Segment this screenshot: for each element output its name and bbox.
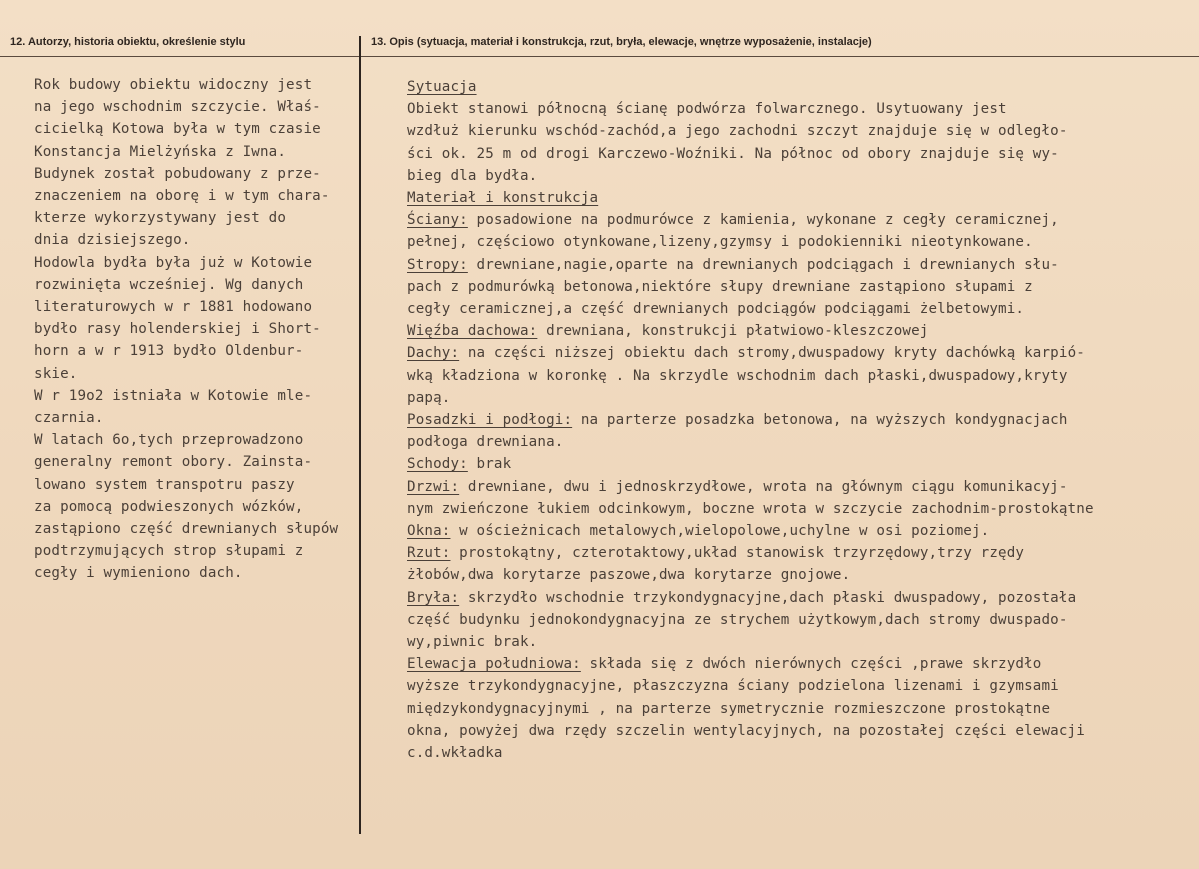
description-text: okna, powyżej dwa rzędy szczelin wentylacyjnych, na pozostałej części elewacji bbox=[407, 722, 1085, 739]
description-text: drewniane, dwu i jednoskrzydłowe, wrota na głównym ciągu komunikacyj- bbox=[459, 478, 1068, 495]
history-line: cegły i wymieniono dach. bbox=[34, 565, 243, 582]
history-line: Rok budowy obiektu widoczny jest bbox=[34, 77, 313, 93]
description-line bbox=[407, 564, 1199, 586]
description-text: pach z podmurówką betonowa,niektóre słupy drewniane zastąpiono słupami z bbox=[407, 278, 1033, 295]
section-heading: Materiał i konstrukcja bbox=[407, 190, 599, 207]
section-heading: Stropy: bbox=[407, 256, 468, 273]
description-line bbox=[407, 320, 1199, 342]
history-line: znaczeniem na oborę i w tym chara- bbox=[34, 188, 330, 205]
section-heading: Okna: bbox=[407, 523, 451, 540]
description-line bbox=[407, 720, 1199, 742]
description-line bbox=[407, 76, 1199, 98]
description-text: podłoga drewniana. bbox=[407, 434, 564, 451]
description-line bbox=[407, 520, 1199, 542]
description-text: drewniana, konstrukcji płatwiowo-kleszczowej bbox=[537, 323, 929, 340]
section-13-header: 13. Opis (sytuacja, materiał i konstrukcja, rzut, bryła, elewacje, wnętrze wyposażenie, instalacje) bbox=[371, 36, 872, 48]
section-heading: Dachy: bbox=[407, 345, 460, 362]
description-text: międzykondygnacyjnymi , na parterze symetrycznie rozmieszczone prostokątne bbox=[407, 700, 1051, 717]
history-line: kterze wykorzystywany jest do bbox=[34, 210, 287, 227]
section-heading: Drzwi: bbox=[407, 478, 460, 495]
section-heading: Bryła: bbox=[407, 589, 460, 606]
description-line bbox=[407, 298, 1199, 320]
description-text: na części niższej obiektu dach stromy,dwuspadowy kryty dachówką karpió- bbox=[459, 345, 1085, 362]
description-text: Obiekt stanowi północną ścianę podwórza folwarcznego. Usytuowany jest bbox=[407, 101, 1007, 118]
description-text: skrzydło wschodnie trzykondygnacyjne,dach płaski dwuspadowy, pozostała bbox=[459, 589, 1077, 606]
history-line: skie. bbox=[34, 365, 78, 382]
description-line bbox=[407, 653, 1199, 675]
description-line bbox=[407, 120, 1199, 142]
description-line bbox=[407, 431, 1199, 453]
description-text: pełnej, częściowo otynkowane,lizeny,gzymsy i podokienniki nieotynkowane. bbox=[407, 234, 1033, 251]
description-line bbox=[407, 409, 1199, 431]
history-line: podtrzymujących strop słupami z bbox=[34, 543, 304, 560]
description-text: żłobów,dwa korytarze paszowe,dwa korytarze gnojowe. bbox=[407, 567, 851, 584]
history-line: zastąpiono część drewnianych słupów bbox=[34, 521, 339, 538]
section-heading: Schody: bbox=[407, 456, 468, 473]
description-text: cegły ceramicznej,a część drewnianych podciągów podciągami żelbetowymi. bbox=[407, 301, 1025, 318]
description-line bbox=[407, 143, 1199, 165]
history-line: Konstancja Mielżyńska z Iwna. bbox=[34, 143, 287, 160]
description-text: na parterze posadzka betonowa, na wyższych kondygnacjach bbox=[572, 412, 1068, 429]
description-text: nym zwieńczone łukiem odcinkowym, boczne wrota w szczycie zachodnim-prostokątne bbox=[407, 500, 1094, 517]
description-line bbox=[407, 675, 1199, 697]
description-text: wy,piwnic brak. bbox=[407, 634, 538, 651]
description-line bbox=[407, 98, 1199, 120]
description-line bbox=[407, 254, 1199, 276]
history-line: na jego wschodnim szczycie. Właś- bbox=[34, 99, 321, 116]
section-heading: Ściany: bbox=[407, 212, 468, 229]
section-12-header: 12. Autorzy, historia obiektu, określenie stylu bbox=[10, 36, 246, 48]
history-line: bydło rasy holenderskiej i Short- bbox=[34, 321, 321, 338]
description-line bbox=[407, 498, 1199, 520]
description-text: wyższe trzykondygnacyjne, płaszczyzna ściany podzielona lizenami i gzymsami bbox=[407, 678, 1059, 695]
history-line: literaturowych w r 1881 hodowano bbox=[34, 299, 313, 316]
description-line bbox=[407, 476, 1199, 498]
description-line bbox=[407, 209, 1199, 231]
description-line bbox=[407, 631, 1199, 653]
description-line bbox=[407, 187, 1199, 209]
description-text: ści ok. 25 m od drogi Karczewo-Woźniki. Na północ od obory znajduje się wy- bbox=[407, 145, 1059, 162]
header-rule bbox=[0, 56, 1199, 57]
history-line: W r 19o2 istniała w Kotowie mle- bbox=[34, 387, 313, 404]
description-line bbox=[407, 542, 1199, 564]
description-line bbox=[407, 387, 1199, 409]
description-line bbox=[407, 342, 1199, 364]
description-text: bieg dla bydła. bbox=[407, 167, 538, 184]
description-column bbox=[407, 76, 1199, 764]
history-line: horn a w r 1913 bydło Oldenbur- bbox=[34, 343, 304, 360]
description-line bbox=[407, 365, 1199, 387]
description-line bbox=[407, 165, 1199, 187]
description-text: wzdłuż kierunku wschód-zachód,a jego zachodni szczyt znajduje się w odległo- bbox=[407, 123, 1068, 140]
description-text: część budynku jednokondygnacyjna ze strychem użytkowym,dach stromy dwuspado- bbox=[407, 611, 1068, 628]
history-line: rozwinięta wcześniej. Wg danych bbox=[34, 276, 304, 293]
history-line: Hodowla bydła była już w Kotowie bbox=[34, 254, 313, 271]
history-line: czarnia. bbox=[34, 410, 104, 427]
description-text: składa się z dwóch nierównych części ,prawe skrzydło bbox=[580, 656, 1042, 673]
description-line bbox=[407, 609, 1199, 631]
history-line: dnia dzisiejszego. bbox=[34, 232, 191, 249]
history-line: za pomocą podwieszonych wózków, bbox=[34, 498, 304, 515]
history-column bbox=[34, 74, 370, 585]
description-text: wką kładziona w koronkę . Na skrzydle wschodnim dach płaski,dwuspadowy,kryty bbox=[407, 367, 1068, 384]
description-line bbox=[407, 231, 1199, 253]
description-line bbox=[407, 742, 1199, 764]
history-line: cicielką Kotowa była w tym czasie bbox=[34, 121, 321, 138]
history-line: generalny remont obory. Zainsta- bbox=[34, 454, 313, 471]
description-line bbox=[407, 698, 1199, 720]
description-text: posadowione na podmurówce z kamienia, wykonane z cegły ceramicznej, bbox=[467, 212, 1059, 229]
description-text: brak bbox=[467, 456, 512, 473]
description-line bbox=[407, 276, 1199, 298]
section-heading: Rzut: bbox=[407, 545, 451, 562]
description-line bbox=[407, 453, 1199, 475]
description-text: c.d.wkładka bbox=[407, 745, 503, 762]
description-text: papą. bbox=[407, 389, 451, 406]
section-heading: Sytuacja bbox=[407, 79, 477, 95]
history-line: Budynek został pobudowany z prze- bbox=[34, 165, 321, 182]
section-heading: Elewacja południowa: bbox=[407, 656, 581, 673]
history-line: W latach 6o,tych przeprowadzono bbox=[34, 432, 304, 449]
description-text: w ościeżnicach metalowych,wielopolowe,uchylne w osi poziomej. bbox=[450, 523, 990, 540]
description-text: prostokątny, czterotaktowy,układ stanowisk trzyrzędowy,trzy rzędy bbox=[450, 545, 1025, 562]
history-line: lowano system transpotru paszy bbox=[34, 476, 295, 493]
section-heading: Więźba dachowa: bbox=[407, 323, 538, 340]
description-text: drewniane,nagie,oparte na drewnianych podciągach i drewnianych słu- bbox=[467, 256, 1059, 273]
section-heading: Posadzki i podłogi: bbox=[407, 412, 573, 429]
description-line bbox=[407, 587, 1199, 609]
